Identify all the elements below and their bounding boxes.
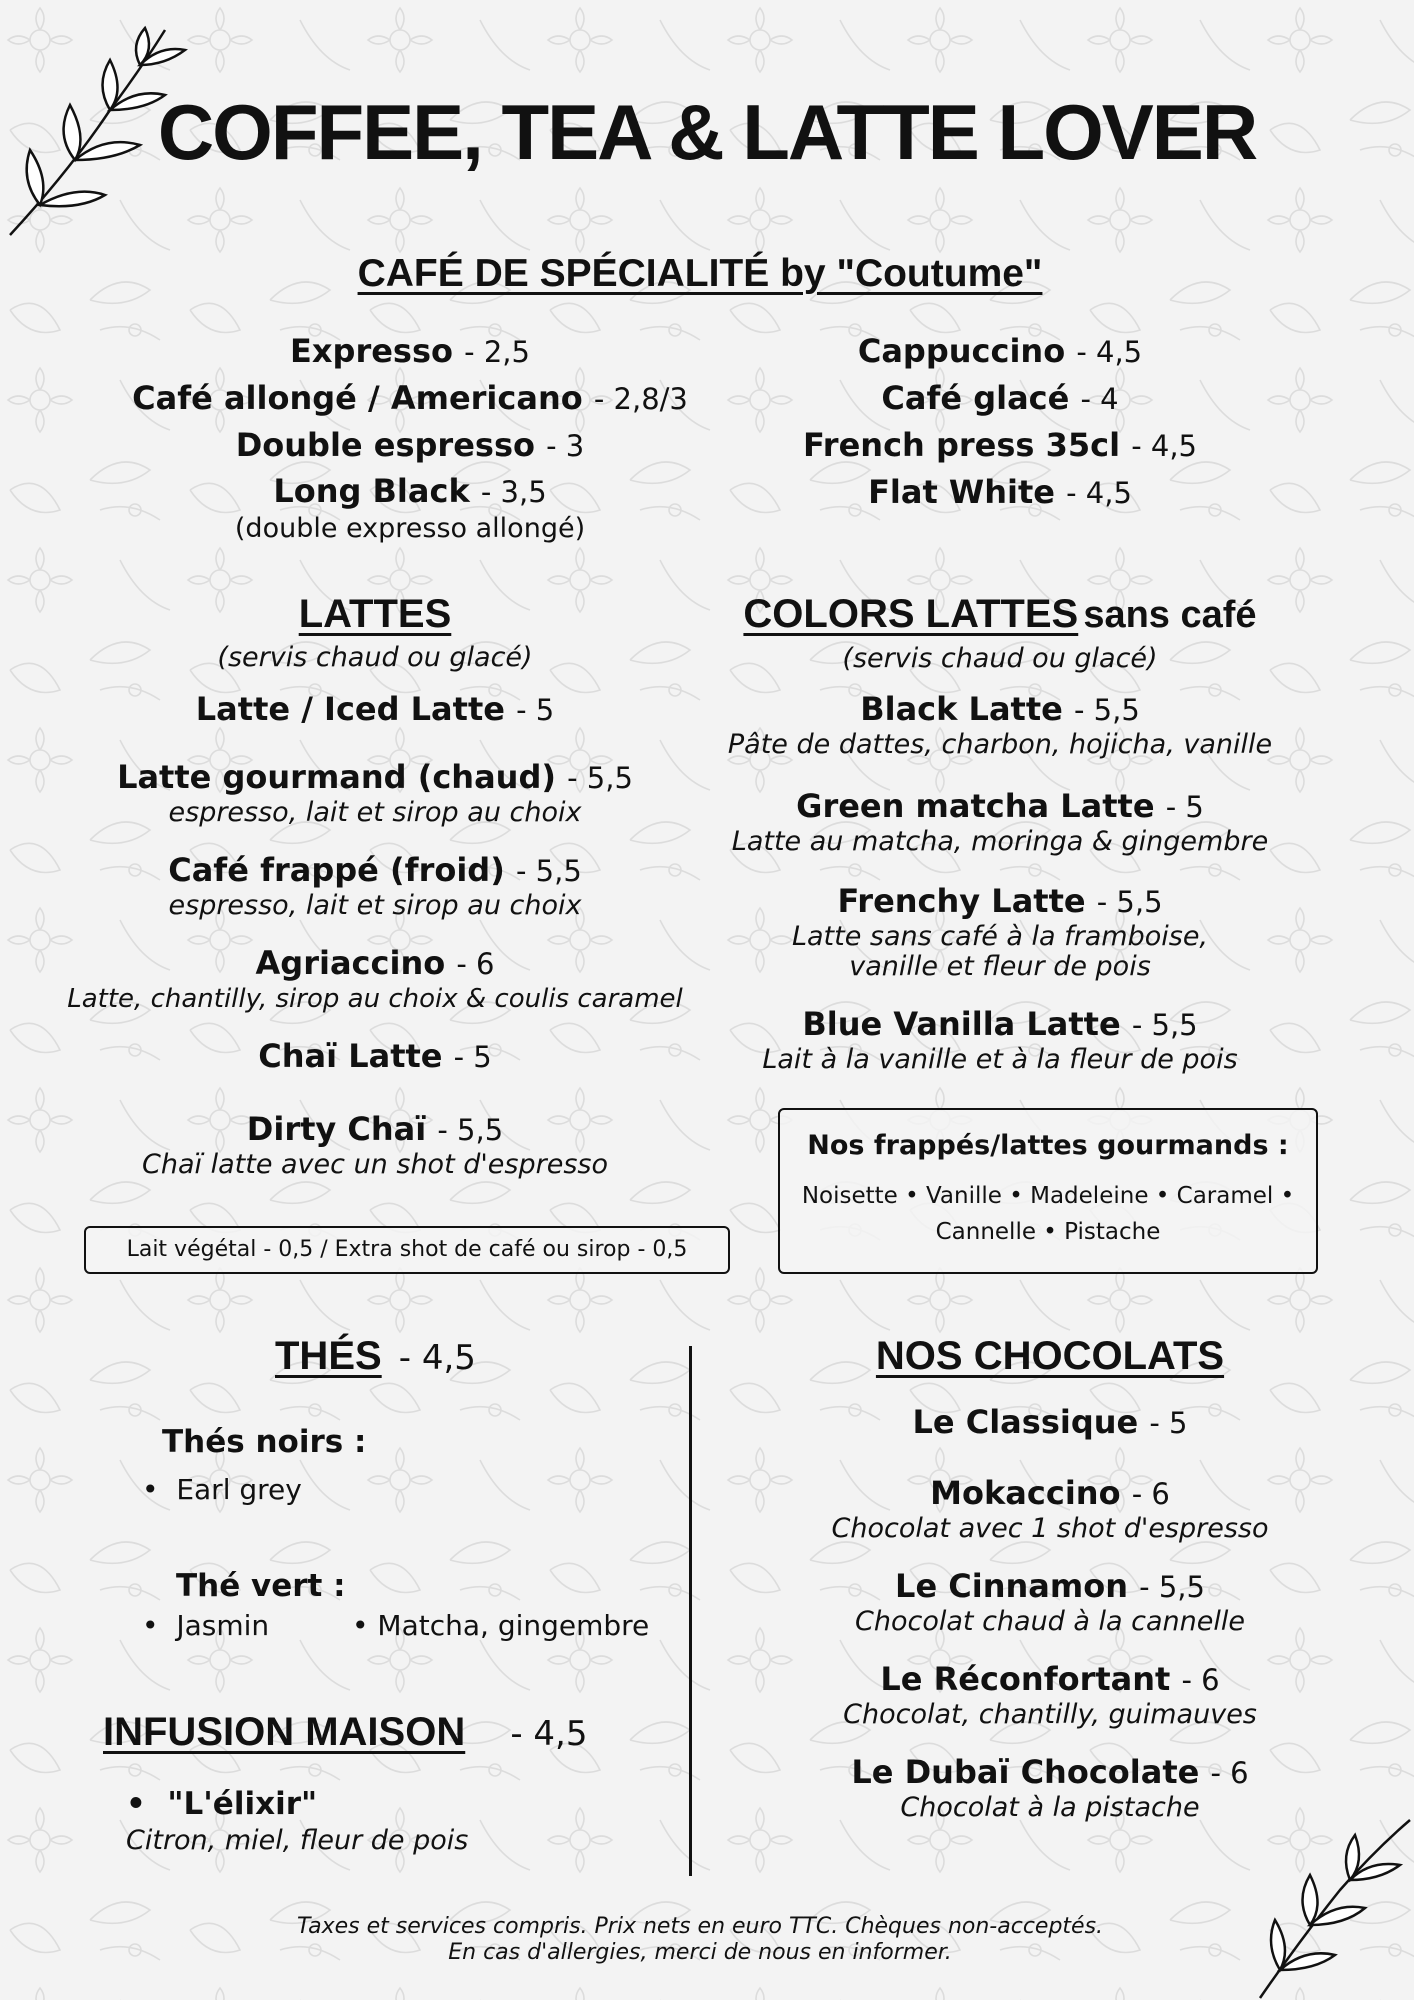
infusion-heading-row [103,1708,683,1758]
menu-item: Double espresso - 3 [235,426,585,464]
specialty-heading: CAFÉ DE SPÉCIALITÉ by "Coutume" [357,252,1043,295]
list-item: • Matcha, gingembre [352,1609,650,1642]
menu-item: Chaï Latte - 5 [258,1037,492,1075]
lattes-extras-box [84,1226,730,1274]
column-divider [689,1346,692,1876]
footer-line-1: Taxes et services compris. Prix nets en euro TTC. Chèques non-acceptés. [296,1914,1104,1939]
gourmand-box-flavours-line-2: Cannelle • Pistache [935,1219,1161,1245]
menu-item-description: Pâte de dattes, charbon, hojicha, vanille [727,729,1273,760]
colors-lattes-heading-row [700,590,1300,639]
thes-heading-row [275,1332,655,1382]
chocolats-heading: NOS CHOCOLATS [875,1334,1225,1378]
gourmand-box-flavours-line-1: Noisette • Vanille • Madeleine • Caramel • [801,1183,1295,1209]
lattes-section [40,590,710,1180]
menu-item: Le Cinnamon - 5,5 [895,1567,1205,1605]
colors-lattes-subtitle: (servis chaud ou glacé) [842,643,1158,674]
menu-item: French press 35cl - 4,5 [802,426,1197,464]
list-item: • Earl grey [142,1473,302,1506]
menu-item: Green matcha Latte - 5 [796,787,1204,825]
menu-item-description: Latte, chantilly, sirop au choix & coulis caramel [67,984,683,1014]
colors-lattes-heading: COLORS LATTES [743,592,1079,636]
gourmand-box-title: Nos frappés/lattes gourmands : [807,1130,1289,1161]
menu-item-description: Latte sans café à la framboise, [791,921,1209,952]
colors-lattes-suffix: sans café [1083,594,1257,636]
menu-item: Le Réconfortant - 6 [880,1660,1220,1698]
chocolats-section [750,1332,1350,1823]
thes-noirs-label: Thés noirs : [162,1424,367,1460]
menu-item: Le Classique - 5 [912,1403,1188,1441]
menu-item-description: espresso, lait et sirop au choix [168,797,582,828]
menu-item-description: Chocolat, chantilly, guimauves [843,1699,1257,1730]
thes-price: - 4,5 [398,1338,476,1378]
footer-line-2: En cas d'allergies, merci de nous en informer. [448,1940,952,1965]
menu-item-description: espresso, lait et sirop au choix [168,890,582,921]
menu-item: Frenchy Latte - 5,5 [837,882,1163,920]
thes-heading: THÉS [275,1334,382,1378]
menu-item: Long Black - 3,5 [273,472,547,510]
lattes-extras-text: Lait végétal - 0,5 / Extra shot de café ou sirop - 0,5 [126,1237,688,1262]
menu-item: Café frappé (froid) - 5,5 [168,851,582,889]
menu-item: Flat White - 4,5 [868,473,1132,511]
menu-item: Dirty Chaï - 5,5 [246,1110,504,1148]
infusion-heading: INFUSION MAISON [103,1710,466,1754]
menu-item: Cappuccino - 4,5 [857,332,1143,370]
footer-note [200,1914,1200,1966]
leaf-branch-bottom-right-icon [1240,1800,1414,2000]
lattes-subtitle: (servis chaud ou glacé) [217,642,533,673]
colors-lattes-section [700,590,1300,1075]
list-item: • Jasmin [142,1609,270,1642]
menu-item-description: Chocolat avec 1 shot d'espresso [831,1513,1269,1544]
menu-item-description: Latte au matcha, moringa & gingembre [731,826,1269,857]
menu-item: Café allongé / Americano - 2,8/3 [132,379,688,417]
menu-item: Latte gourmand (chaud) - 5,5 [117,758,633,796]
menu-item-description: Lait à la vanille et à la fleur de pois [762,1044,1238,1075]
lattes-heading: LATTES [298,592,452,636]
menu-item-description: Chocolat chaud à la cannelle [855,1606,1245,1637]
specialty-left-column [110,328,710,544]
infusion-description: Citron, miel, fleur de pois [126,1825,469,1856]
menu-item: Agriaccino - 6 [255,944,495,982]
specialty-right-column [700,328,1300,516]
menu-item: Blue Vanilla Latte - 5,5 [802,1005,1198,1043]
menu-item-description: Chaï latte avec un shot d'espresso [142,1149,608,1180]
menu-item: Black Latte - 5,5 [860,690,1140,728]
menu-item: Expresso - 2,5 [290,332,530,370]
menu-item: Café glacé - 4 [881,379,1119,417]
gourmand-flavours-box [778,1108,1318,1274]
menu-item: Le Dubaï Chocolate - 6 [851,1753,1249,1791]
menu-item: Mokaccino - 6 [930,1474,1170,1512]
menu-item: Latte / Iced Latte - 5 [195,690,555,728]
the-vert-label: Thé vert : [176,1568,346,1604]
menu-item-description: (double expresso allongé) [234,513,586,544]
infusion-item: • "L'élixir" [126,1786,318,1822]
page-title: COFFEE, TEA & LATTE LOVER [157,88,1257,176]
menu-item-description: Chocolat à la pistache [900,1792,1200,1823]
menu-item-description: vanille et fleur de pois [849,951,1151,982]
infusion-price: - 4,5 [510,1714,588,1754]
